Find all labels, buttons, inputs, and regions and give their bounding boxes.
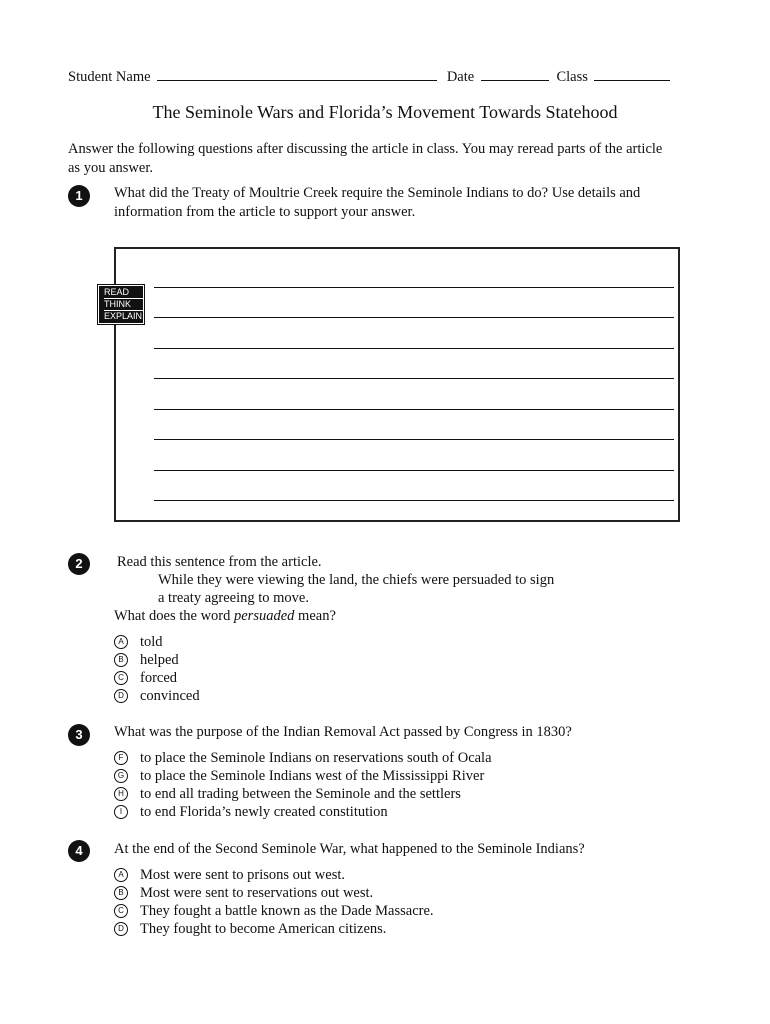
question-2-number: 2 (68, 553, 90, 575)
writing-line (154, 409, 674, 410)
answer-bubble[interactable]: B (114, 653, 128, 667)
option-text: They fought to become American citizens. (140, 921, 387, 937)
question-3-option-i[interactable] (114, 803, 388, 821)
question-2-option-d[interactable] (114, 687, 200, 705)
class-field[interactable] (594, 66, 670, 81)
writing-line (154, 378, 674, 379)
answer-bubble[interactable]: C (114, 671, 128, 685)
writing-line (154, 470, 674, 471)
question-3-text: What was the purpose of the Indian Removal Act passed by Congress in 1830? (114, 724, 572, 740)
writing-line (154, 348, 674, 349)
question-1-answer-box[interactable] (114, 247, 680, 522)
question-4-text: At the end of the Second Seminole War, what happened to the Seminole Indians? (114, 841, 585, 857)
question-1-number: 1 (68, 185, 90, 207)
question-3-option-g[interactable] (114, 767, 484, 785)
prompt-word: persuaded (234, 608, 295, 624)
option-text: to place the Seminole Indians on reservations south of Ocala (140, 750, 492, 766)
question-2-option-c[interactable] (114, 669, 177, 687)
question-3-option-h[interactable] (114, 785, 461, 803)
answer-bubble[interactable]: B (114, 886, 128, 900)
student-name-field[interactable] (157, 66, 437, 81)
badge-think: THINK (104, 299, 143, 311)
writing-line (154, 500, 674, 501)
prompt-text: mean? (294, 608, 336, 624)
option-text: Most were sent to reservations out west. (140, 885, 374, 901)
question-3-number: 3 (68, 724, 90, 746)
student-info-header (68, 66, 670, 86)
question-2-quote-line-1: While they were viewing the land, the chiefs were persuaded to sign (158, 572, 555, 588)
date-field[interactable] (481, 66, 549, 81)
date-label: Date (446, 69, 475, 85)
question-4-option-c[interactable] (114, 902, 434, 920)
question-2-prompt (114, 607, 336, 626)
answer-bubble[interactable]: D (114, 922, 128, 936)
writing-line (154, 317, 674, 318)
question-2-option-a[interactable] (114, 633, 163, 651)
question-2-option-b[interactable] (114, 651, 179, 669)
answer-bubble[interactable]: I (114, 805, 128, 819)
instructions: Answer the following questions after discussing the article in class. You may reread parts of the article as you answer. (68, 141, 663, 176)
question-1-text: What did the Treaty of Moultrie Creek require the Seminole Indians to do? Use details and information from the article to support your answer. (114, 185, 641, 220)
question-4-option-d[interactable] (114, 920, 386, 938)
option-text: Most were sent to prisons out west. (140, 867, 345, 883)
option-text: convinced (140, 688, 200, 704)
answer-bubble[interactable]: C (114, 904, 128, 918)
student-name-label: Student Name (68, 69, 151, 85)
answer-bubble[interactable]: D (114, 689, 128, 703)
option-text: to end Florida’s newly created constitution (140, 804, 388, 820)
answer-bubble[interactable]: A (114, 635, 128, 649)
writing-line (154, 287, 674, 288)
badge-explain: EXPLAIN (104, 311, 143, 321)
question-4-number: 4 (68, 840, 90, 862)
read-think-explain-badge (98, 285, 144, 324)
question-2-intro: Read this sentence from the article. (117, 554, 322, 570)
class-label: Class (556, 69, 588, 85)
answer-bubble[interactable]: A (114, 868, 128, 882)
question-3-option-f[interactable] (114, 749, 492, 767)
option-text: forced (140, 670, 178, 686)
option-text: helped (140, 652, 179, 668)
option-text: to place the Seminole Indians west of the Mississippi River (140, 768, 485, 784)
option-text: told (140, 634, 163, 650)
question-4-option-b[interactable] (114, 884, 373, 902)
answer-bubble[interactable]: H (114, 787, 128, 801)
badge-read: READ (104, 287, 143, 299)
question-2-quote-line-2: a treaty agreeing to move. (158, 590, 309, 606)
option-text: to end all trading between the Seminole and the settlers (140, 786, 461, 802)
page-title: The Seminole Wars and Florida’s Movement Towards Statehood (152, 102, 618, 122)
option-text: They fought a battle known as the Dade Massacre. (140, 903, 434, 919)
prompt-text: What does the word (114, 608, 234, 624)
answer-bubble[interactable]: G (114, 769, 128, 783)
question-4-option-a[interactable] (114, 866, 345, 884)
answer-bubble[interactable]: F (114, 751, 128, 765)
writing-line (154, 439, 674, 440)
